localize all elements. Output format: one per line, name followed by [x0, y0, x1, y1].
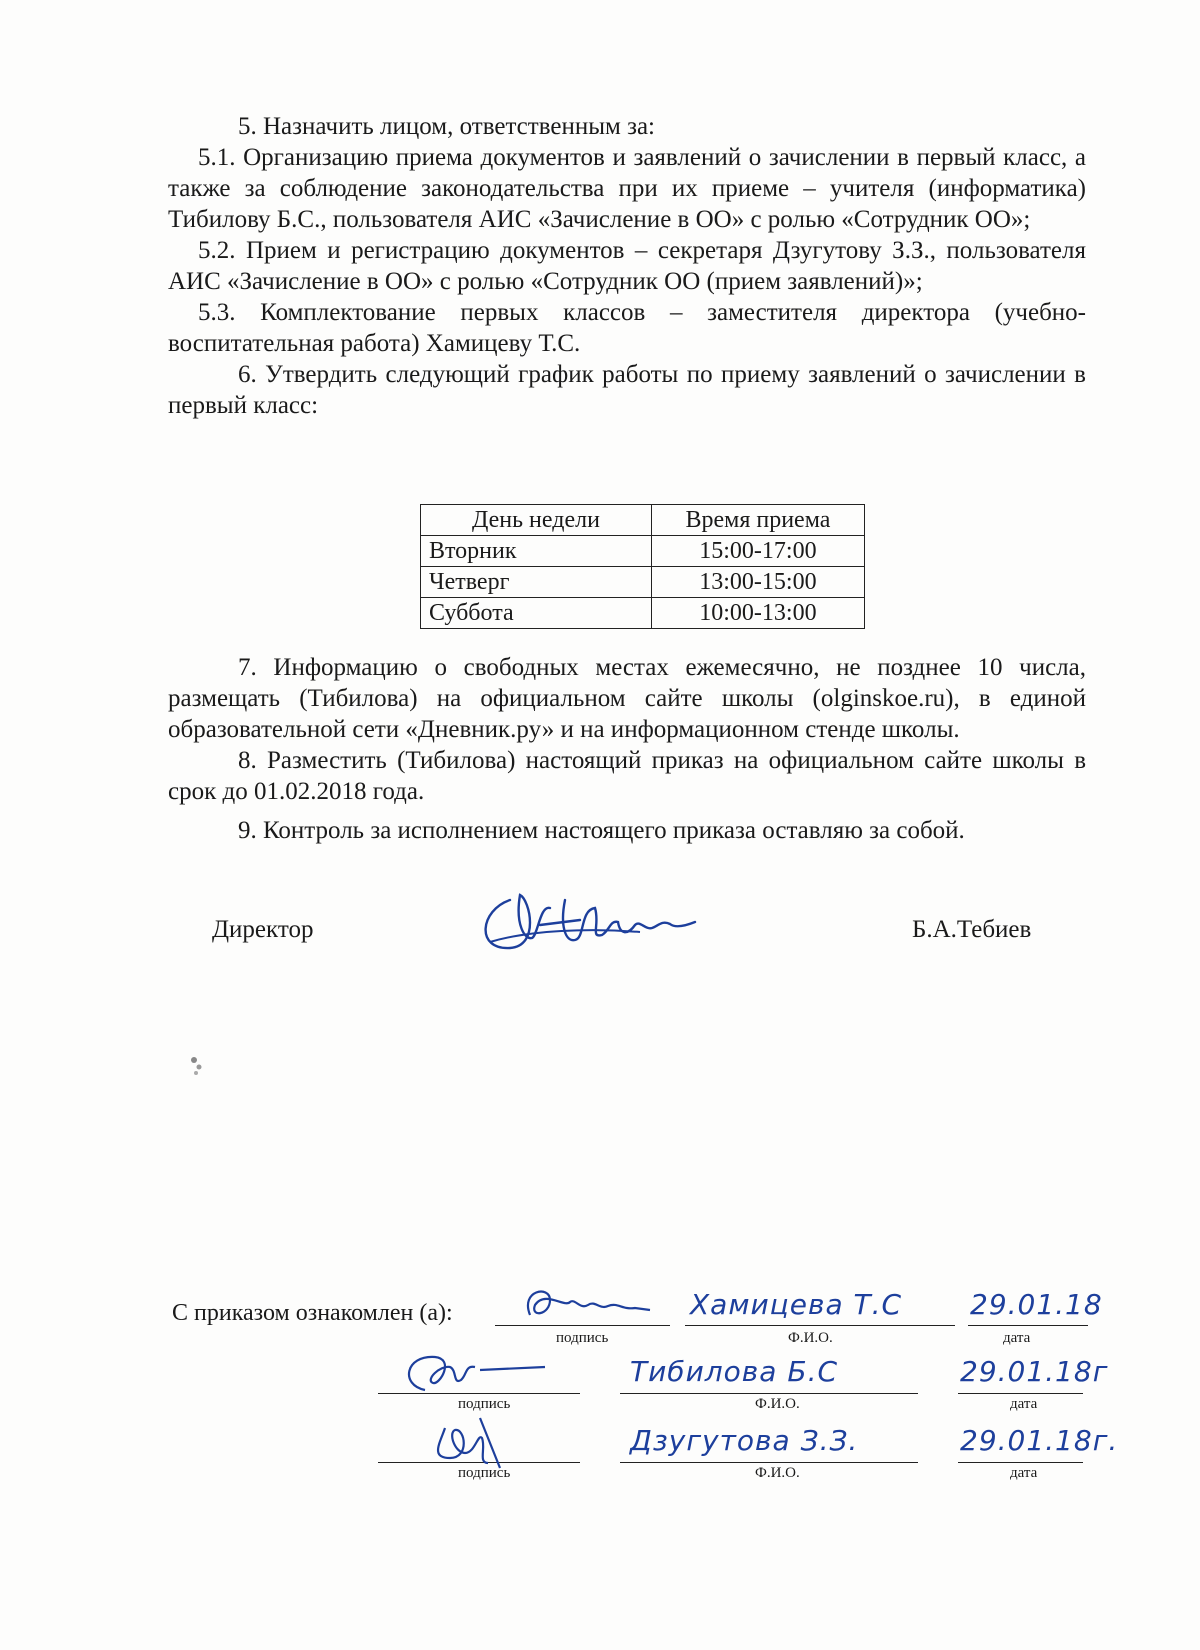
table-header-row — [421, 505, 865, 536]
column-header-time: Время приема — [651, 505, 864, 536]
cell-day: Четверг — [421, 567, 652, 598]
paragraph-5-3: 5.3. Комплектование первых классов – заместителя директора (учебно-воспитательная работа) Хамицеву Т.С. — [168, 299, 1086, 357]
caption-name: Ф.И.О. — [755, 1396, 800, 1412]
date-entry-1: 29.01.18 — [970, 1288, 1103, 1321]
table-row — [421, 567, 865, 598]
paragraph-5-2: 5.2. Прием и регистрацию документов – секретаря Дзугутову З.З., пользователя АИС «Зачисление в ОО» с ролью «Сотрудник ОО (прием заявлений)»; — [168, 237, 1086, 295]
cell-time: 15:00-17:00 — [651, 536, 864, 567]
date-line — [958, 1462, 1083, 1463]
caption-name: Ф.И.О. — [788, 1330, 833, 1346]
schedule-table — [420, 504, 865, 629]
date-entry-3: 29.01.18г. — [960, 1424, 1119, 1457]
paragraph-9: 9. Контроль за исполнением настоящего приказа оставляю за собой. — [238, 817, 965, 844]
date-line — [958, 1393, 1083, 1394]
name-line — [685, 1325, 955, 1326]
cell-time: 10:00-13:00 — [651, 598, 864, 629]
caption-date: дата — [1003, 1330, 1031, 1346]
date-entry-2: 29.01.18г — [960, 1355, 1109, 1388]
cell-time: 13:00-15:00 — [651, 567, 864, 598]
date-line — [968, 1325, 1088, 1326]
cell-day: Вторник — [421, 536, 652, 567]
name-entry-3: Дзугутова З.З. — [630, 1424, 859, 1457]
director-signature-icon — [470, 880, 740, 970]
name-line — [620, 1462, 918, 1463]
paper-smudge-icon — [186, 1052, 208, 1078]
paragraph-6: 6. Утвердить следующий график работы по приему заявлений о зачислении в первый класс: — [168, 361, 1086, 419]
paragraph-7: 7. Информацию о свободных местах ежемесячно, не позднее 10 числа, размещать (Тибилова) на официальном сайте школы (olginskoe.ru), в единой образовательной сети «Дневник.ру» и на информационном стенде школы. — [168, 654, 1086, 743]
paragraph-5-1: 5.1. Организацию приема документов и заявлений о зачислении в первый класс, а также за соблюдение законодательства при их приеме – учителя (информатика) Тибилову Б.С., пользователя АИС «Зачисление в ОО» с ролью «Сотрудник ОО»; — [168, 144, 1086, 233]
caption-signature: подпись — [458, 1396, 511, 1412]
signature-3-icon — [420, 1408, 530, 1478]
caption-signature: подпись — [556, 1330, 609, 1346]
director-name: Б.А.Тебиев — [912, 916, 1032, 943]
cell-day: Суббота — [421, 598, 652, 629]
name-line — [620, 1393, 918, 1394]
caption-name: Ф.И.О. — [755, 1465, 800, 1481]
caption-date: дата — [1010, 1396, 1038, 1412]
signature-1-icon — [510, 1280, 660, 1330]
name-entry-1: Хамицева Т.С — [690, 1288, 903, 1321]
paragraph-5: 5. Назначить лицом, ответственным за: — [238, 113, 656, 140]
director-role: Директор — [212, 916, 314, 943]
paragraph-8: 8. Разместить (Тибилова) настоящий приказ на официальном сайте школы в срок до 01.02.2018 года. — [168, 747, 1086, 805]
caption-date: дата — [1010, 1465, 1038, 1481]
order-body — [168, 111, 1086, 421]
table-row — [421, 536, 865, 567]
table-row — [421, 598, 865, 629]
signature-2-icon — [395, 1345, 555, 1400]
acknowledgement-label: С приказом ознакомлен (а): — [172, 1300, 453, 1326]
order-body-continued — [168, 652, 1086, 846]
column-header-day: День недели — [421, 505, 652, 536]
name-entry-2: Тибилова Б.С — [630, 1355, 839, 1388]
caption-signature: подпись — [458, 1465, 511, 1481]
